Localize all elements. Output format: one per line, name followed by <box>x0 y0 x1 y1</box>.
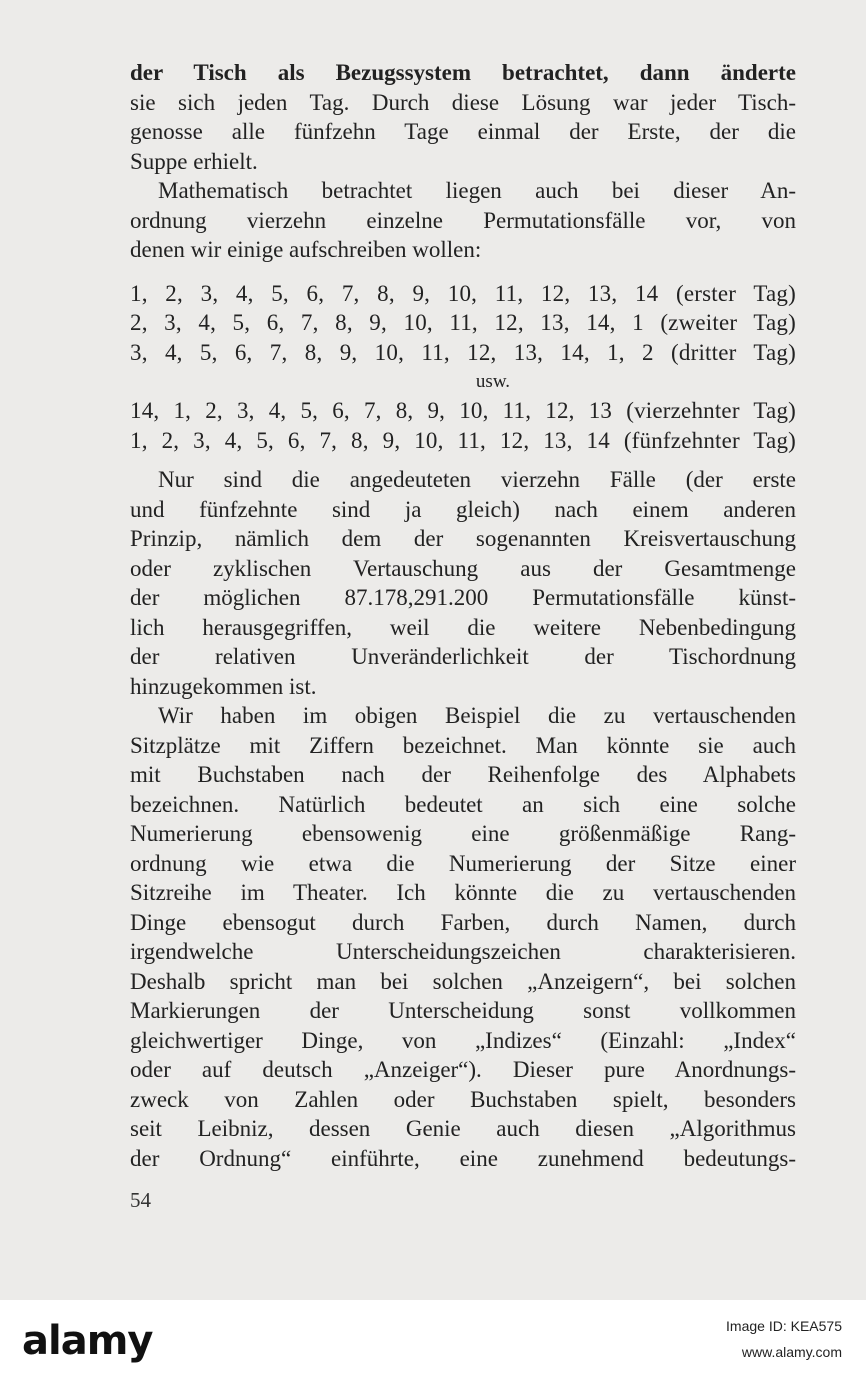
paragraph-1 <box>130 58 796 176</box>
text-line: der Ordnung“ einführte, eine zunehmend bedeutungs- <box>130 1145 796 1171</box>
text-line: Prinzip, nämlich dem der sogenannten Kreisvertauschung <box>130 526 796 551</box>
text-line: hinzugekommen ist. <box>130 673 317 699</box>
permutation-row: 14, 1, 2, 3, 4, 5, 6, 7, 8, 9, 10, 11, 12, 13 (vierzehnter Tag) <box>130 398 796 423</box>
text-line: Deshalb spricht man bei solchen „Anzeigern“, bei solchen <box>130 968 796 994</box>
text-line: zweck von Zahlen oder Buchstaben spielt, besonders <box>130 1086 796 1112</box>
text-line: Nur sind die angedeuteten vierzehn Fälle (der erste <box>158 467 796 492</box>
text-line: der Tisch als Bezugssystem betrachtet, dann änderte <box>130 60 796 85</box>
text-line: irgendwelche Unterscheidungszeichen charakterisieren. <box>130 939 796 964</box>
text-line: Sitzplätze mit Ziffern bezeichnet. Man könnte sie auch <box>130 732 796 758</box>
text-line: oder auf deutsch „Anzeiger“). Dieser pure Anordnungs- <box>130 1057 796 1082</box>
permutation-row: 1, 2, 3, 4, 5, 6, 7, 8, 9, 10, 11, 12, 13, 14 (fünfzehnter Tag) <box>130 427 796 453</box>
text-line: der relativen Unveränderlichkeit der Tischordnung <box>130 644 796 669</box>
text-line: sie sich jeden Tag. Durch diese Lösung war jeder Tisch- <box>130 89 796 115</box>
paragraph-3 <box>130 465 796 701</box>
image-id-label: Image ID: KEA575 <box>726 1318 842 1334</box>
text-line: mit Buchstaben nach der Reihenfolge des Alphabets <box>130 762 796 787</box>
text-line: ordnung vierzehn einzelne Permutationsfälle vor, von <box>130 207 796 233</box>
usw-label: usw. <box>475 371 511 392</box>
text-line: seit Leibniz, dessen Genie auch diesen „Algorithmus <box>130 1116 796 1141</box>
stock-footer <box>0 1300 866 1390</box>
text-line: genosse alle fünfzehn Tage einmal der Erste, der die <box>130 119 796 144</box>
site-url: www.alamy.com <box>741 1344 842 1360</box>
text-line: Mathematisch betrachtet liegen auch bei dieser An- <box>158 178 796 203</box>
text-line: lich herausgegriffen, weil die weitere Nebenbedingung <box>130 614 796 640</box>
text-line: Wir haben im obigen Beispiel die zu vertauschenden <box>158 703 796 728</box>
text-line: der möglichen 87.178,291.200 Permutationsfälle künst- <box>130 585 796 610</box>
text-line: Dinge ebensogut durch Farben, durch Namen, durch <box>130 909 796 935</box>
text-line: bezeichnen. Natürlich bedeutet an sich eine solche <box>130 791 796 817</box>
permutation-list <box>130 279 796 456</box>
page-text <box>130 58 796 1173</box>
permutation-row: 2, 3, 4, 5, 6, 7, 8, 9, 10, 11, 12, 13, 14, 1 (zweiter Tag) <box>130 310 796 335</box>
paragraph-4 <box>130 701 796 1173</box>
permutation-row: 1, 2, 3, 4, 5, 6, 7, 8, 9, 10, 11, 12, 13, 14 (erster Tag) <box>130 280 796 306</box>
paragraph-2 <box>130 176 796 265</box>
text-line: Sitzreihe im Theater. Ich könnte die zu vertauschenden <box>130 880 796 905</box>
text-line: gleichwertiger Dinge, von „Indizes“ (Einzahl: „Index“ <box>130 1027 796 1053</box>
text-line: denen wir einige aufschreiben wollen: <box>130 237 482 262</box>
text-line: Suppe erhielt. <box>130 148 258 174</box>
page-number: 54 <box>130 1188 151 1212</box>
permutation-row: 3, 4, 5, 6, 7, 8, 9, 10, 11, 12, 13, 14, 1, 2 (dritter Tag) <box>130 339 796 365</box>
text-line: Numerierung ebensowenig eine größenmäßige Rang- <box>130 821 796 846</box>
text-line: und fünfzehnte sind ja gleich) nach einem anderen <box>130 496 796 522</box>
text-line: ordnung wie etwa die Numerierung der Sitze einer <box>130 850 796 876</box>
text-line: Markierungen der Unterscheidung sonst vollkommen <box>130 998 796 1023</box>
text-line: oder zyklischen Vertauschung aus der Gesamtmenge <box>130 555 796 581</box>
alamy-logo: alamy <box>22 1318 153 1364</box>
